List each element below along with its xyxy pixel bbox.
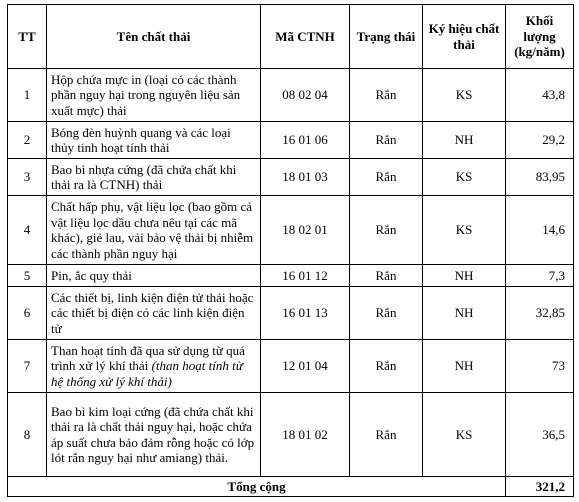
row-symbol: KS xyxy=(423,159,506,196)
table-row xyxy=(8,69,574,122)
total-label: Tổng cộng xyxy=(8,477,506,497)
row-state: Rắn xyxy=(350,122,423,159)
row-name xyxy=(47,265,261,287)
row-code: 18 01 02 xyxy=(261,393,350,477)
row-name-text: Bóng đèn huỳnh quang và các loại thủy tinh hoạt tính thải xyxy=(51,124,231,155)
row-state: Rắn xyxy=(350,340,423,393)
row-state: Rắn xyxy=(350,159,423,196)
row-name-text: Chất hấp phụ, vật liệu lọc (bao gồm cả vật liệu lọc dầu chưa nêu tại các mã khác), giẻ lau, vải bảo vệ thải bị nhiễm các thành phần nguy hại xyxy=(51,199,254,261)
row-name xyxy=(47,196,261,265)
row-name-text: Các thiết bị, linh kiện điện tử thải hoặc các thiết bị điện có các linh kiện điện tử xyxy=(51,289,254,336)
row-name xyxy=(47,287,261,340)
table-row xyxy=(8,122,574,159)
row-mass: 14,6 xyxy=(506,196,574,265)
table-row xyxy=(8,196,574,265)
row-mass: 36,5 xyxy=(506,393,574,477)
row-code: 16 01 06 xyxy=(261,122,350,159)
row-symbol: NH xyxy=(423,265,506,287)
row-tt: 8 xyxy=(8,393,47,477)
table-row xyxy=(8,265,574,287)
row-name-text: Bao bì kim loại cứng (đã chứa chất khi thải ra là chất thải nguy hại, hoặc chứa áp suất chưa bảo đảm rỗng hoặc có lớp lót rắn nguy hại như amiang) thải. xyxy=(51,403,255,465)
header-symbol: Ký hiệu chất thải xyxy=(423,5,506,69)
row-tt: 3 xyxy=(8,159,47,196)
row-symbol: KS xyxy=(423,69,506,122)
header-mass: Khối lượng (kg/năm) xyxy=(506,5,574,69)
row-state: Rắn xyxy=(350,196,423,265)
row-code: 08 02 04 xyxy=(261,69,350,122)
row-mass: 29,2 xyxy=(506,122,574,159)
row-mass: 83,95 xyxy=(506,159,574,196)
table-row xyxy=(8,287,574,340)
row-name-text: Bao bì nhựa cứng (đã chứa chất khi thải ra là CTNH) thải xyxy=(51,161,237,192)
row-symbol: NH xyxy=(423,340,506,393)
row-code: 16 01 12 xyxy=(261,265,350,287)
row-name xyxy=(47,340,261,393)
row-name-text: Than hoạt tính đã qua sử dụng từ quá trình xử lý khí thải xyxy=(51,342,245,374)
total-row xyxy=(8,477,574,497)
row-symbol: KS xyxy=(423,393,506,477)
row-name xyxy=(47,159,261,196)
row-symbol: NH xyxy=(423,287,506,340)
row-state: Rắn xyxy=(350,287,423,340)
row-state: Rắn xyxy=(350,265,423,287)
hazardous-waste-table xyxy=(7,4,574,497)
row-name-text: Pin, ắc quy thải xyxy=(51,267,132,283)
header-tt: TT xyxy=(8,5,47,69)
row-name xyxy=(47,69,261,122)
row-name xyxy=(47,122,261,159)
row-tt: 4 xyxy=(8,196,47,265)
row-tt: 7 xyxy=(8,340,47,393)
row-tt: 6 xyxy=(8,287,47,340)
header-code: Mã CTNH xyxy=(261,5,350,69)
row-mass: 43,8 xyxy=(506,69,574,122)
row-state: Rắn xyxy=(350,69,423,122)
header-state: Trạng thái xyxy=(350,5,423,69)
row-mass: 32,85 xyxy=(506,287,574,340)
row-tt: 5 xyxy=(8,265,47,287)
table-row xyxy=(8,159,574,196)
header-row xyxy=(8,5,574,69)
header-name: Tên chất thải xyxy=(47,5,261,69)
row-name-note: (than hoạt tính từ hệ thống xử lý khí thải) xyxy=(51,358,243,389)
row-code: 12 01 04 xyxy=(261,340,350,393)
row-tt: 2 xyxy=(8,122,47,159)
row-mass: 73 xyxy=(506,340,574,393)
row-tt: 1 xyxy=(8,69,47,122)
row-name xyxy=(47,393,261,477)
row-code: 18 02 01 xyxy=(261,196,350,265)
row-name-text: Hộp chứa mực in (loại có các thành phần nguy hại trong nguyên liệu sản xuất mực) thải xyxy=(51,71,241,118)
row-mass: 7,3 xyxy=(506,265,574,287)
row-code: 16 01 13 xyxy=(261,287,350,340)
row-symbol: KS xyxy=(423,196,506,265)
row-code: 18 01 03 xyxy=(261,159,350,196)
row-symbol: NH xyxy=(423,122,506,159)
table-row xyxy=(8,340,574,393)
total-value: 321,2 xyxy=(506,477,574,497)
row-state: Rắn xyxy=(350,393,423,477)
table-row xyxy=(8,393,574,477)
